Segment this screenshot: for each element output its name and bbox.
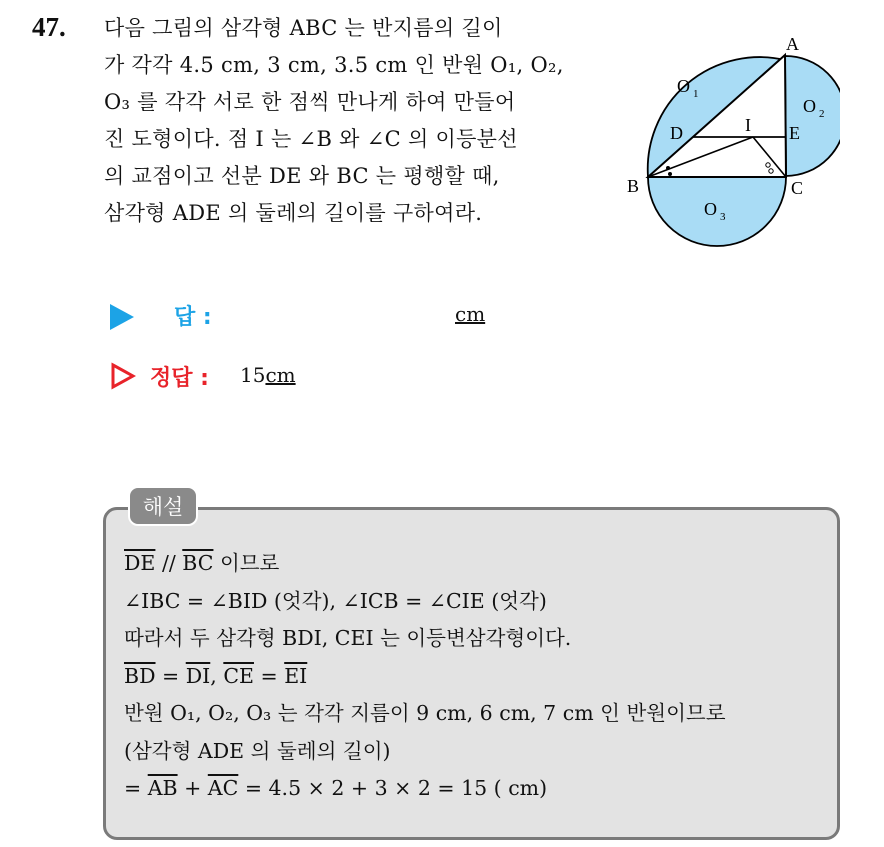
solution-line: ∠IBC = ∠BID (엇각), ∠ICB = ∠CIE (엇각)	[124, 588, 547, 613]
semicircle-o3	[648, 177, 786, 246]
label-o1: O	[677, 76, 690, 96]
solution-line: 따라서 두 삼각형 BDI, CEI 는 이등변삼각형이다.	[124, 626, 572, 650]
answer-input-unit[interactable]: cm	[455, 302, 486, 326]
question-line: 삼각형 ADE 의 둘레의 길이를 구하여라.	[104, 201, 483, 225]
solution-line: $\overline{BD} = \overline{DI}$, $\overline{CE} = \overline{EI}$	[124, 663, 308, 688]
triangle-semicircles-figure	[610, 14, 840, 259]
label-o2-sub: 2	[819, 108, 825, 120]
label-i: I	[745, 115, 751, 135]
solution-line: 반원 O₁, O₂, O₃ 는 각각 지름이 9 cm, 6 cm, 7 cm 인 반원이므로	[124, 701, 726, 725]
solution-line: (삼각형 ADE 의 둘레의 길이)	[124, 738, 391, 763]
question-line: O₃ 를 각각 서로 한 점씩 만나게 하여 만들어	[104, 90, 516, 114]
solution-line: = $\overline{AB} + \overline{AC} = 4.5 \times 2 + 3 \times 2 = 15$ ( cm)	[124, 776, 548, 800]
label-b: B	[627, 176, 640, 196]
angle-mark-b	[666, 166, 670, 170]
angle-mark-b	[668, 172, 672, 176]
solution-body	[124, 545, 726, 808]
correct-answer-row	[110, 360, 530, 394]
label-a: A	[786, 34, 799, 54]
label-o2: O	[803, 96, 816, 116]
answer-row	[110, 300, 530, 332]
label-o1-sub: 1	[693, 88, 699, 100]
play-triangle-icon	[110, 304, 134, 330]
question-line: 다음 그림의 삼각형 ABC 는 반지름의 길이	[104, 16, 503, 40]
question-line: 가 각각 4.5 cm, 3 cm, 3.5 cm 인 반원 O₁, O₂,	[104, 53, 564, 77]
outline-triangle-icon	[110, 362, 136, 390]
solution-line: $\overline{DE} // \overline{BC}$ 이므로	[124, 551, 280, 575]
solution-tag: 해설	[128, 486, 198, 526]
question-line: 진 도형이다. 점 I 는 ∠B 와 ∠C 의 이등분선	[104, 127, 518, 151]
correct-answer-label: 정답 :	[150, 366, 209, 391]
label-o3: O	[704, 199, 717, 219]
label-d: D	[670, 123, 683, 143]
label-o3-sub: 3	[720, 211, 726, 223]
question-text	[104, 10, 604, 232]
question-number: 47.	[32, 12, 66, 42]
correct-answer-value: 15cm	[240, 363, 296, 387]
label-e: E	[789, 123, 800, 143]
answer-label: 답 :	[174, 305, 212, 330]
label-c: C	[791, 178, 804, 198]
question-line: 의 교점이고 선분 DE 와 BC 는 평행할 때,	[104, 164, 500, 188]
